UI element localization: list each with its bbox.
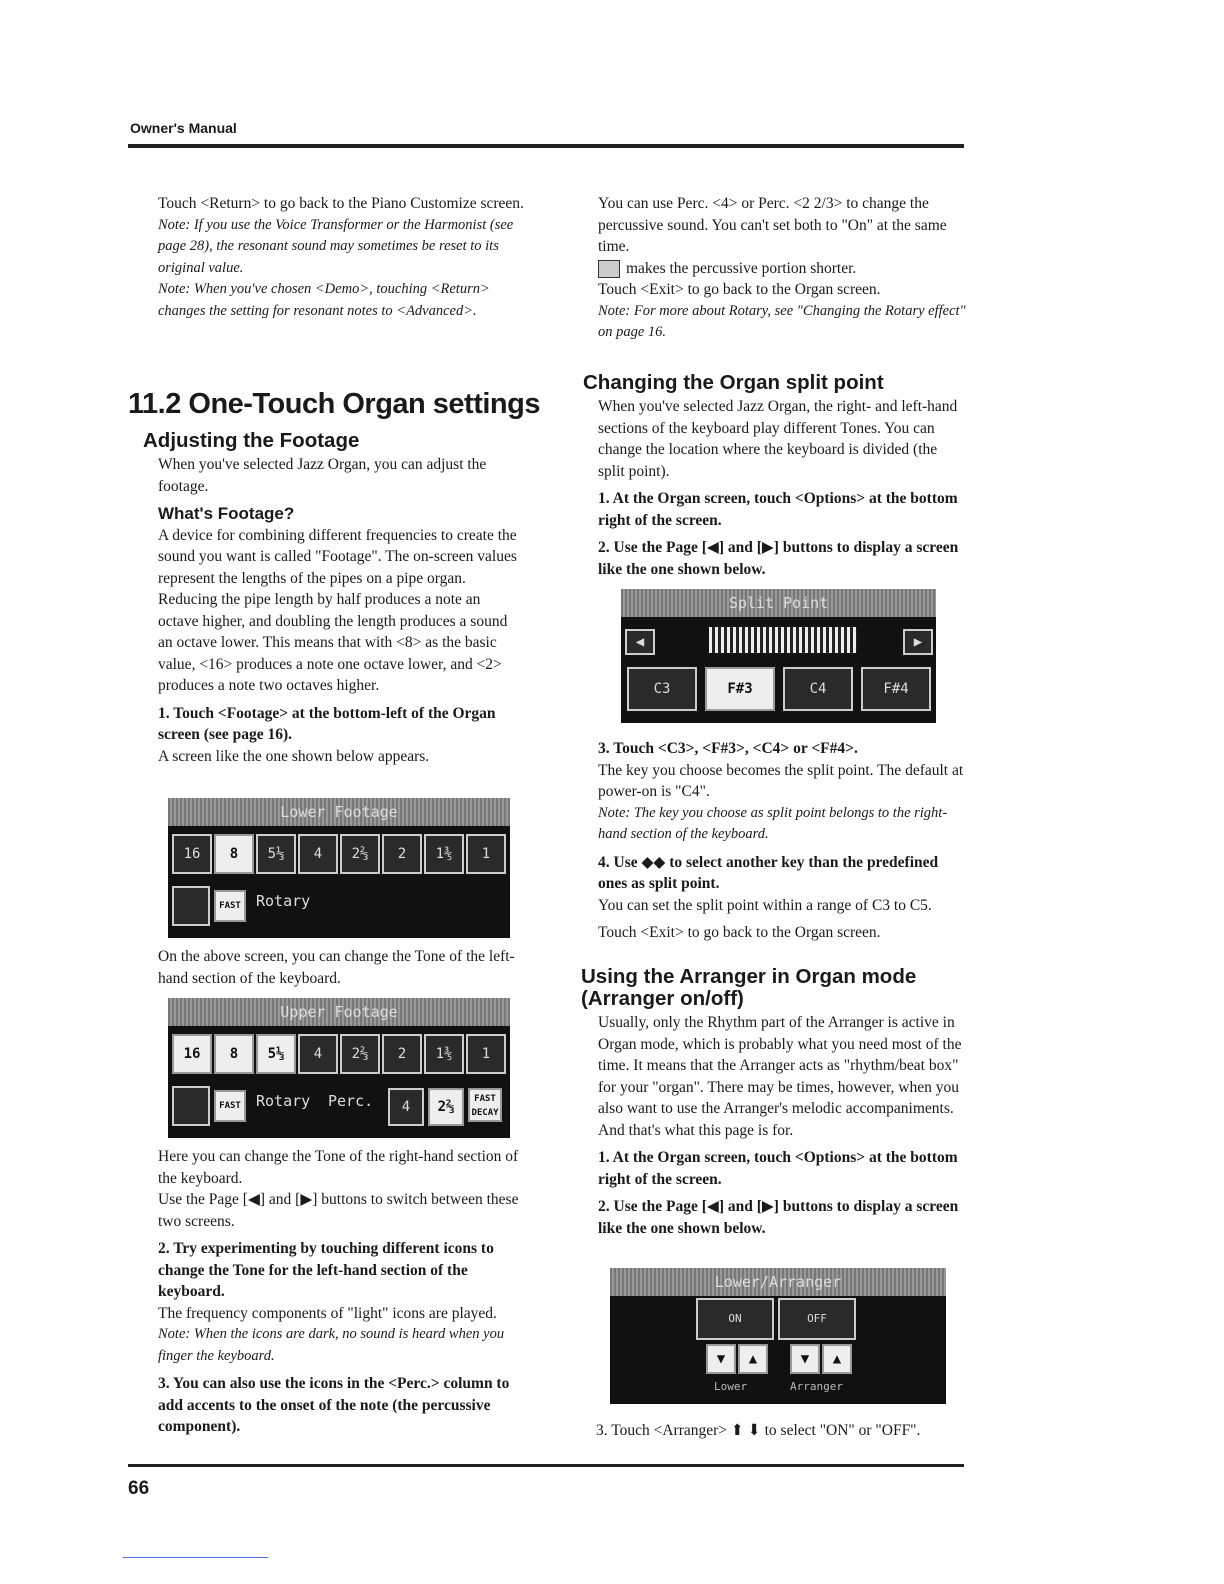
text: The frequency components of "light" icons are played. xyxy=(158,1304,497,1322)
footage-key[interactable]: 1 xyxy=(466,834,506,874)
split-point-screen xyxy=(621,589,936,723)
note: Note: If you use the Voice Transformer or the Harmonist (see page 28), the resonant sound may sometimes be reset to its original value. xyxy=(158,216,514,276)
header-rule xyxy=(128,144,964,148)
text: When you've selected Jazz Organ, the right- and left-hand sections of the keyboard play different Tones. You can change the location where the keyboard is divided (the split point). xyxy=(598,398,958,480)
subheading: Changing the Organ split point xyxy=(583,371,884,394)
text: A screen like the one shown below appears. xyxy=(158,747,430,765)
rotary-icon[interactable] xyxy=(172,1086,210,1126)
text: makes the percussive portion shorter. xyxy=(626,259,857,277)
arranger-label: Arranger xyxy=(790,1380,843,1393)
left-arrow-icon[interactable]: ◀ xyxy=(625,629,655,655)
step: 2. Use the Page [◀] and [▶] buttons to display a screen like the one shown below. xyxy=(598,1198,959,1237)
subheading: Using the Arranger in Organ mode (Arranger on/off) xyxy=(581,965,917,1010)
footage-key[interactable]: 4 xyxy=(298,834,338,874)
step: 3. You can also use the icons in the <Perc.> column to add accents to the onset of the note (the percussive component). xyxy=(158,1375,510,1435)
keyboard-icon xyxy=(709,627,857,653)
header-title: Owner's Manual xyxy=(130,120,237,136)
note: Note: When you've chosen <Demo>, touching <Return> changes the setting for resonant notes to <Advanced>. xyxy=(158,281,490,319)
footage-key[interactable]: 16 xyxy=(172,1034,212,1074)
note: Note: For more about Rotary, see "Changing the Rotary effect" on page 16. xyxy=(598,302,966,340)
step: 3. Touch <C3>, <F#3>, <C4> or <F#4>. xyxy=(598,740,858,757)
rotary-icon[interactable] xyxy=(172,886,210,926)
fast-button[interactable]: FAST xyxy=(214,890,246,922)
perc-key[interactable]: 4 xyxy=(388,1088,424,1126)
lower-label: Lower xyxy=(714,1380,748,1393)
text: The key you choose becomes the split point. The default at power-on is "C4". xyxy=(598,761,964,800)
lower-footage-screen xyxy=(168,798,510,938)
text: On the above screen, you can change the Tone of the left-hand section of the keyboard. xyxy=(158,948,515,987)
text: Here you can change the Tone of the right-hand section of the keyboard. xyxy=(158,1148,519,1187)
step: 2. Use the Page [◀] and [▶] buttons to display a screen like the one shown below. xyxy=(598,539,959,578)
footage-key[interactable]: 4 xyxy=(298,1034,338,1074)
footage-key[interactable]: 2⅔ xyxy=(340,1034,380,1074)
text: Usually, only the Rhythm part of the Arranger is active in Organ mode, which is probably what you need most of the time. It means that the Arranger acts as "rhythm/beat box" for your "organ". There may be times, however, when you also want to use the Arranger's melodic accompaniments. And that's what this page is for. xyxy=(598,1014,962,1139)
arranger-off-button[interactable]: OFF xyxy=(778,1298,856,1340)
split-key-c4[interactable]: C4 xyxy=(783,667,853,711)
split-key-f#3[interactable]: F#3 xyxy=(705,667,775,711)
right-column-lower xyxy=(598,1012,966,1239)
perc-label: Perc. xyxy=(328,1092,374,1110)
footage-key[interactable]: 5⅓ xyxy=(256,834,296,874)
page-number: 66 xyxy=(128,1478,150,1499)
left-column-lower xyxy=(158,1146,524,1438)
arranger-screen xyxy=(610,1268,946,1404)
fast-decay-button[interactable]: FAST DECAY xyxy=(468,1088,502,1122)
right-column-last xyxy=(596,1420,964,1442)
step: 1. Touch <Footage> at the bottom-left of the Organ screen (see page 16). xyxy=(158,704,496,743)
subheading: What's Footage? xyxy=(158,504,295,523)
left-column xyxy=(158,193,526,322)
fast-decay-icon xyxy=(598,260,620,278)
footage-key[interactable]: 8 xyxy=(214,1034,254,1074)
step: 4. Use ◆◆ to select another key than the predefined ones as split point. xyxy=(598,853,939,892)
note: Note: When the icons are dark, no sound is heard when you finger the keyboard. xyxy=(158,1326,505,1364)
left-text xyxy=(158,946,524,989)
footage-key[interactable]: 16 xyxy=(172,834,212,874)
footage-key[interactable]: 1⅗ xyxy=(424,1034,464,1074)
perc-key[interactable]: 2⅔ xyxy=(428,1088,464,1126)
text: Use the Page [◀] and [▶] buttons to switch between these two screens. xyxy=(158,1191,519,1230)
upper-footage-screen xyxy=(168,998,510,1138)
split-key-c3[interactable]: C3 xyxy=(627,667,697,711)
step: 2. Try experimenting by touching different icons to change the Tone for the left-hand section of the keyboard. xyxy=(158,1240,494,1300)
footage-key[interactable]: 2 xyxy=(382,834,422,874)
step: 1. At the Organ screen, touch <Options> at the bottom right of the screen. xyxy=(598,490,958,529)
rotary-label: Rotary xyxy=(256,892,311,910)
screen-title: Upper Footage xyxy=(168,998,510,1026)
up-arrow-icon[interactable]: ▲ xyxy=(822,1344,852,1374)
text: 3. Touch <Arranger> ⬆ ⬇ to select "ON" or "OFF". xyxy=(596,1422,921,1439)
footer-rule xyxy=(128,1464,964,1467)
rotary-label: Rotary xyxy=(256,1092,311,1110)
right-column-mid xyxy=(598,738,966,944)
right-column xyxy=(598,193,966,344)
text: You can use Perc. <4> or Perc. <2 2/3> to change the percussive sound. You can't set both to "On" at the same time. xyxy=(598,195,947,255)
footage-key[interactable]: 5⅓ xyxy=(256,1034,296,1074)
text: Touch <Return> to go back to the Piano Customize screen. xyxy=(158,195,524,212)
fast-button[interactable]: FAST xyxy=(214,1090,246,1122)
text: When you've selected Jazz Organ, you can adjust the footage. xyxy=(158,456,487,495)
subheading: Adjusting the Footage xyxy=(143,429,360,452)
footage-key[interactable]: 2 xyxy=(382,1034,422,1074)
up-arrow-icon[interactable]: ▲ xyxy=(738,1344,768,1374)
split-key-f#4[interactable]: F#4 xyxy=(861,667,931,711)
footer-line xyxy=(123,1557,268,1558)
text: A device for combining different frequencies to create the sound you want is called "Footage". The on-screen values represent the lengths of the pipes on a pipe organ. Reducing the pipe length by half produces a note an octave higher, and doubling the length produces a sound an octave lower. This means that with <8> as the basic value, <16> produces a note one octave lower, and <2> produces a note two octaves higher. xyxy=(158,526,517,694)
step: 1. At the Organ screen, touch <Options> at the bottom right of the screen. xyxy=(598,1149,958,1188)
footage-key[interactable]: 8 xyxy=(214,834,254,874)
screen-title: Lower/Arranger xyxy=(610,1268,946,1296)
screen-title: Lower Footage xyxy=(168,798,510,826)
right-column-body xyxy=(598,396,966,580)
text: Touch <Exit> to go back to the Organ screen. xyxy=(598,924,881,941)
footage-key[interactable]: 2⅔ xyxy=(340,834,380,874)
left-column-body xyxy=(158,454,524,767)
screen-title: Split Point xyxy=(621,589,936,617)
footage-key[interactable]: 1⅗ xyxy=(424,834,464,874)
down-arrow-icon[interactable]: ▼ xyxy=(706,1344,736,1374)
note: Note: The key you choose as split point belongs to the right-hand section of the keyboard. xyxy=(598,804,948,842)
lower-on-button[interactable]: ON xyxy=(696,1298,774,1340)
text: You can set the split point within a range of C3 to C5. xyxy=(598,896,932,914)
footage-key[interactable]: 1 xyxy=(466,1034,506,1074)
text: Touch <Exit> to go back to the Organ screen. xyxy=(598,281,881,298)
right-arrow-icon[interactable]: ▶ xyxy=(903,629,933,655)
section-title: 11.2 One-Touch Organ settings xyxy=(128,388,540,420)
down-arrow-icon[interactable]: ▼ xyxy=(790,1344,820,1374)
